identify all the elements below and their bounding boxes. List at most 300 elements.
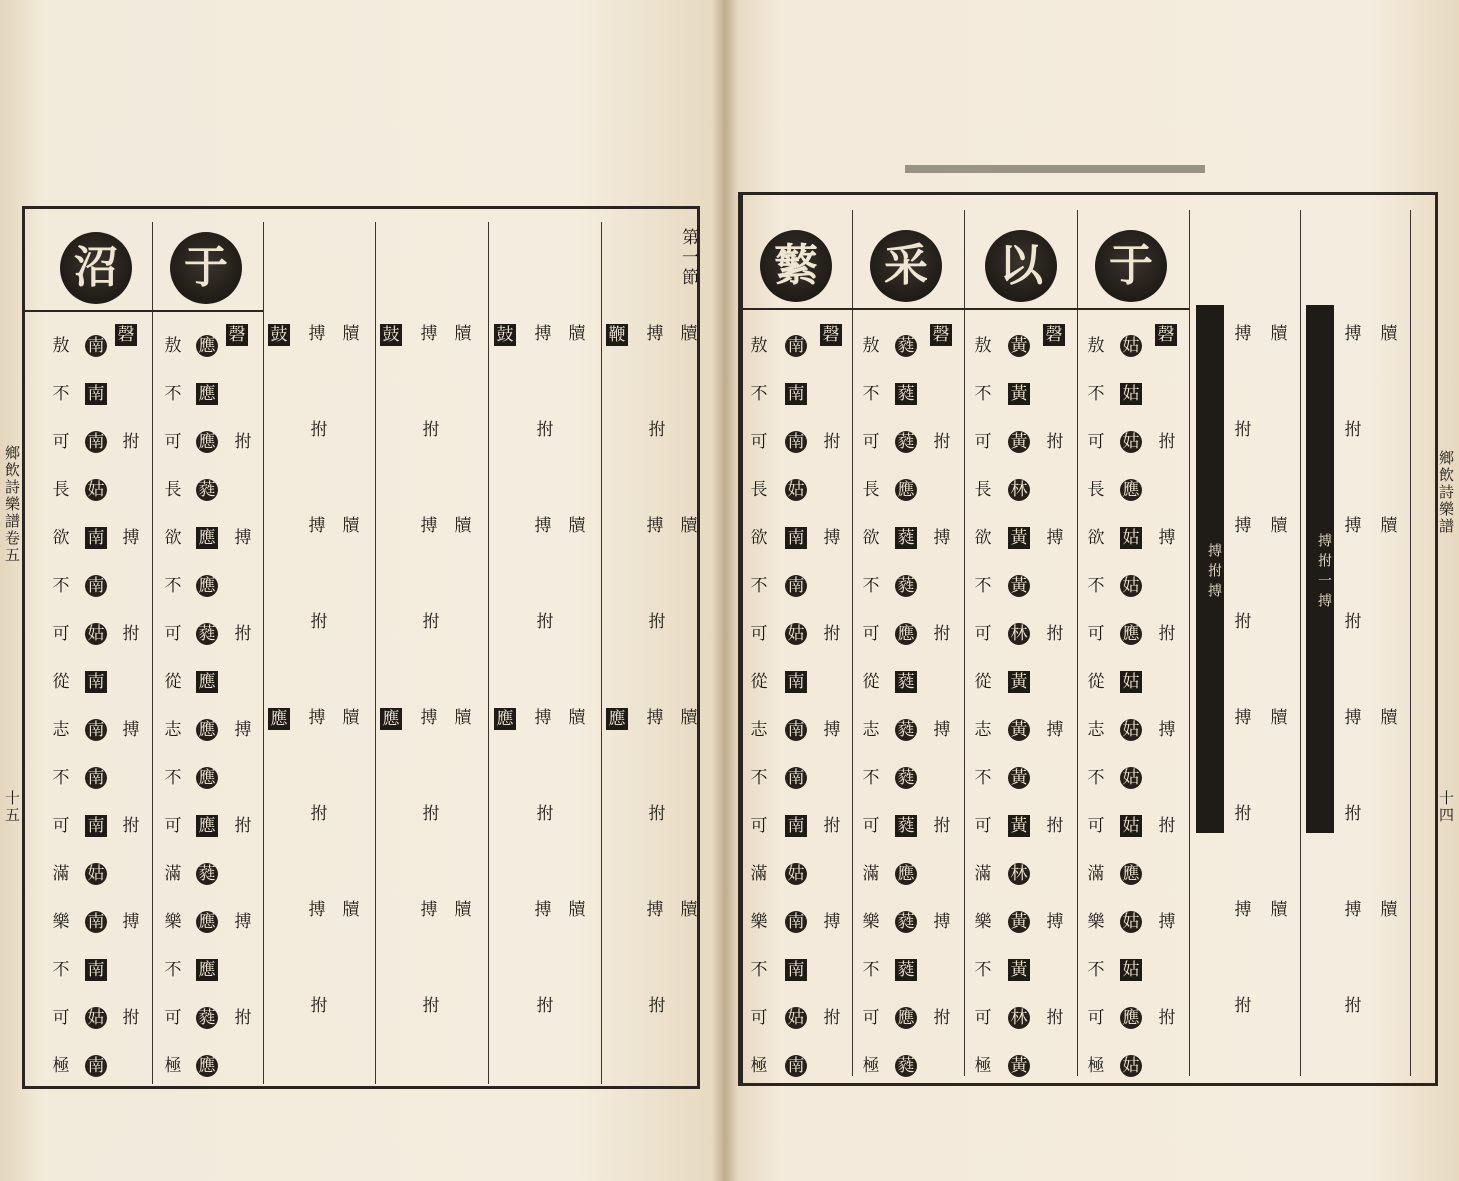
book-gutter xyxy=(712,0,738,1181)
percussion-mark: 拊 xyxy=(1158,816,1176,836)
note-label: 志 xyxy=(1087,720,1105,740)
drum-clapper: 牘 xyxy=(568,900,586,920)
drum-pat: 拊 xyxy=(310,804,328,824)
note-label: 長 xyxy=(164,480,182,500)
note-label: 不 xyxy=(750,576,768,596)
percussion-mark: 搏 xyxy=(823,720,841,740)
note-pitch: 林 xyxy=(1008,479,1030,501)
note-label: 樂 xyxy=(974,912,992,932)
note-label: 不 xyxy=(1087,576,1105,596)
drum-pat: 拊 xyxy=(310,996,328,1016)
percussion-mark: 搏 xyxy=(933,912,951,932)
note-pitch: 南 xyxy=(785,959,807,981)
right-column-divider xyxy=(852,210,853,1076)
note-label: 從 xyxy=(1087,672,1105,692)
note-label: 不 xyxy=(164,576,182,596)
note-label: 極 xyxy=(862,1056,880,1076)
drum-pat: 拊 xyxy=(1344,612,1362,632)
note-pitch: 南 xyxy=(785,575,807,597)
note-pitch: 姑 xyxy=(85,863,107,885)
percussion-mark: 搏 xyxy=(933,720,951,740)
right-column-divider xyxy=(1077,210,1078,1076)
note-label: 不 xyxy=(862,576,880,596)
note-pitch: 應 xyxy=(895,623,917,645)
note-label: 可 xyxy=(974,624,992,644)
note-pitch: 黃 xyxy=(1008,911,1030,933)
percussion-mark: 拊 xyxy=(823,816,841,836)
right-column-divider xyxy=(1189,210,1190,1076)
drum-pat: 拊 xyxy=(422,612,440,632)
note-label: 滿 xyxy=(750,864,768,884)
note-label: 不 xyxy=(750,384,768,404)
note-label: 滿 xyxy=(164,864,182,884)
note-pitch: 南 xyxy=(785,431,807,453)
drum-pat: 拊 xyxy=(422,804,440,824)
note-pitch: 蕤 xyxy=(895,335,917,357)
note-pitch: 黃 xyxy=(1008,1055,1030,1077)
drum-clapper: 牘 xyxy=(1270,324,1288,344)
drum-clapper: 牘 xyxy=(454,516,472,536)
medal-glyph: 沼 xyxy=(60,232,132,304)
note-pitch: 蕤 xyxy=(895,575,917,597)
note-label: 可 xyxy=(164,432,182,452)
drum-top: 鼓 xyxy=(494,324,516,346)
percussion-mark: 拊 xyxy=(823,624,841,644)
drum-pat: 拊 xyxy=(1234,612,1252,632)
drum-pat: 拊 xyxy=(536,612,554,632)
percussion-mark: 拊 xyxy=(1046,624,1064,644)
percussion-mark: 拊 xyxy=(933,816,951,836)
percussion-mark: 拊 xyxy=(933,432,951,452)
note-head: 磬 xyxy=(930,324,952,346)
note-pitch: 黃 xyxy=(1008,383,1030,405)
note-pitch: 應 xyxy=(1120,863,1142,885)
note-pitch: 蕤 xyxy=(895,959,917,981)
note-pitch: 姑 xyxy=(1120,911,1142,933)
percussion-mark: 拊 xyxy=(933,1008,951,1028)
note-pitch: 應 xyxy=(895,863,917,885)
drum-clapper: 牘 xyxy=(568,708,586,728)
note-label: 不 xyxy=(164,768,182,788)
note-head: 磬 xyxy=(226,324,248,346)
note-label: 敖 xyxy=(974,336,992,356)
drum-pat: 拊 xyxy=(1344,420,1362,440)
note-pitch: 姑 xyxy=(785,479,807,501)
note-label: 滿 xyxy=(52,864,70,884)
drum-mid: 應 xyxy=(268,708,290,730)
drum-pat: 拊 xyxy=(422,420,440,440)
percussion-mark: 搏 xyxy=(122,720,140,740)
drum-strike: 搏 xyxy=(1344,324,1362,344)
drum-strike: 搏 xyxy=(646,900,664,920)
note-label: 可 xyxy=(52,432,70,452)
note-pitch: 蕤 xyxy=(895,815,917,837)
medal-glyph: 于 xyxy=(1095,230,1167,302)
note-pitch: 應 xyxy=(1120,623,1142,645)
note-label: 不 xyxy=(164,960,182,980)
note-label: 不 xyxy=(750,768,768,788)
drum-top: 鼓 xyxy=(268,324,290,346)
drum-strike: 搏 xyxy=(1234,324,1252,344)
note-label: 不 xyxy=(52,576,70,596)
percussion-mark: 拊 xyxy=(234,432,252,452)
note-label: 極 xyxy=(52,1056,70,1076)
note-label: 志 xyxy=(164,720,182,740)
drum-clapper: 牘 xyxy=(342,708,360,728)
medal-glyph: 采 xyxy=(870,230,942,302)
note-pitch: 應 xyxy=(895,1007,917,1029)
note-label: 從 xyxy=(974,672,992,692)
right-column-divider xyxy=(1300,210,1301,1076)
note-label: 可 xyxy=(862,816,880,836)
note-label: 樂 xyxy=(164,912,182,932)
note-pitch: 蕤 xyxy=(895,1055,917,1077)
right-spine-title: 鄉飲詩樂譜 xyxy=(1437,450,1455,535)
note-pitch: 黃 xyxy=(1008,575,1030,597)
note-label: 可 xyxy=(750,624,768,644)
note-label: 志 xyxy=(862,720,880,740)
drum-top: 鼓 xyxy=(380,324,402,346)
note-label: 滿 xyxy=(1087,864,1105,884)
drum-clapper: 牘 xyxy=(1380,516,1398,536)
drum-clapper: 牘 xyxy=(342,324,360,344)
percussion-mark: 拊 xyxy=(823,432,841,452)
note-pitch: 應 xyxy=(196,431,218,453)
percussion-mark: 搏 xyxy=(122,528,140,548)
percussion-mark: 搏 xyxy=(823,528,841,548)
note-label: 可 xyxy=(1087,432,1105,452)
note-pitch: 蕤 xyxy=(895,431,917,453)
drum-pat: 拊 xyxy=(648,996,666,1016)
percussion-mark: 拊 xyxy=(1046,1008,1064,1028)
note-pitch: 蕤 xyxy=(196,863,218,885)
percussion-mark: 拊 xyxy=(1158,624,1176,644)
note-label: 欲 xyxy=(1087,528,1105,548)
note-label: 可 xyxy=(750,816,768,836)
drum-clapper: 牘 xyxy=(680,900,698,920)
note-label: 不 xyxy=(974,960,992,980)
note-pitch: 黃 xyxy=(1008,335,1030,357)
note-pitch: 林 xyxy=(1008,863,1030,885)
note-pitch: 姑 xyxy=(1120,959,1142,981)
note-pitch: 姑 xyxy=(1120,527,1142,549)
left-column-divider xyxy=(263,222,264,1084)
note-label: 欲 xyxy=(164,528,182,548)
drum-clapper: 牘 xyxy=(1380,900,1398,920)
section-label: 第一節 xyxy=(678,228,698,288)
note-label: 長 xyxy=(1087,480,1105,500)
drum-pat: 拊 xyxy=(536,420,554,440)
percussion-mark: 搏 xyxy=(1158,720,1176,740)
note-pitch: 蕤 xyxy=(196,623,218,645)
drum-strike: 搏 xyxy=(1234,516,1252,536)
note-pitch: 應 xyxy=(196,815,218,837)
note-pitch: 應 xyxy=(895,479,917,501)
drum-clapper: 牘 xyxy=(680,708,698,728)
note-label: 敖 xyxy=(862,336,880,356)
drum-strike: 搏 xyxy=(308,516,326,536)
drum-strike: 搏 xyxy=(1344,708,1362,728)
percussion-mark: 搏 xyxy=(234,912,252,932)
percussion-mark: 拊 xyxy=(1046,816,1064,836)
drum-strike: 搏 xyxy=(534,708,552,728)
medal-glyph: 以 xyxy=(985,230,1057,302)
note-label: 不 xyxy=(52,384,70,404)
drum-strike: 搏 xyxy=(534,324,552,344)
note-label: 不 xyxy=(1087,960,1105,980)
percussion-mark: 拊 xyxy=(122,816,140,836)
note-pitch: 姑 xyxy=(1120,671,1142,693)
note-label: 不 xyxy=(1087,768,1105,788)
percussion-mark: 拊 xyxy=(1158,1008,1176,1028)
percussion-mark: 搏 xyxy=(1046,528,1064,548)
note-pitch: 黃 xyxy=(1008,719,1030,741)
drum-clapper: 牘 xyxy=(454,708,472,728)
note-label: 志 xyxy=(750,720,768,740)
note-pitch: 南 xyxy=(785,383,807,405)
note-label: 欲 xyxy=(862,528,880,548)
note-pitch: 姑 xyxy=(1120,719,1142,741)
note-pitch: 蕤 xyxy=(895,911,917,933)
percussion-mark: 拊 xyxy=(933,624,951,644)
note-label: 可 xyxy=(1087,816,1105,836)
note-pitch: 姑 xyxy=(1120,383,1142,405)
drum-strike: 搏 xyxy=(420,324,438,344)
drum-mid: 應 xyxy=(380,708,402,730)
note-label: 長 xyxy=(750,480,768,500)
note-label: 可 xyxy=(52,1008,70,1028)
drum-pat: 拊 xyxy=(1344,996,1362,1016)
percussion-mark: 拊 xyxy=(234,816,252,836)
note-pitch: 林 xyxy=(1008,623,1030,645)
note-label: 不 xyxy=(974,384,992,404)
note-pitch: 姑 xyxy=(85,623,107,645)
note-label: 極 xyxy=(1087,1056,1105,1076)
percussion-mark: 拊 xyxy=(234,624,252,644)
percussion-mark: 搏 xyxy=(1158,912,1176,932)
left-column-divider xyxy=(152,222,153,1084)
note-label: 長 xyxy=(862,480,880,500)
note-pitch: 南 xyxy=(85,767,107,789)
note-pitch: 姑 xyxy=(85,479,107,501)
note-pitch: 南 xyxy=(85,815,107,837)
drum-pat: 拊 xyxy=(648,804,666,824)
note-label: 可 xyxy=(750,1008,768,1028)
note-label: 不 xyxy=(1087,384,1105,404)
note-pitch: 應 xyxy=(196,575,218,597)
note-label: 可 xyxy=(164,624,182,644)
note-label: 長 xyxy=(974,480,992,500)
note-label: 志 xyxy=(974,720,992,740)
left-column-divider xyxy=(601,222,602,1084)
note-label: 可 xyxy=(862,432,880,452)
right-folio: 十四 xyxy=(1437,790,1455,824)
note-pitch: 南 xyxy=(85,431,107,453)
ink-smudge xyxy=(905,165,1205,173)
right-header-rule xyxy=(742,308,1189,310)
left-column-divider xyxy=(488,222,489,1084)
note-pitch: 南 xyxy=(785,671,807,693)
percussion-mark: 搏 xyxy=(1046,720,1064,740)
drum-strike: 搏 xyxy=(308,708,326,728)
note-pitch: 應 xyxy=(196,335,218,357)
note-label: 可 xyxy=(52,816,70,836)
note-pitch: 林 xyxy=(1008,1007,1030,1029)
note-label: 不 xyxy=(862,384,880,404)
note-label: 敖 xyxy=(750,336,768,356)
medal-glyph: 蘩 xyxy=(760,230,832,302)
drum-pat: 拊 xyxy=(1234,420,1252,440)
left-spine-title: 鄉飲詩樂譜卷五 xyxy=(3,445,21,564)
note-label: 滿 xyxy=(974,864,992,884)
drum-pat: 拊 xyxy=(536,996,554,1016)
note-label: 樂 xyxy=(862,912,880,932)
note-label: 不 xyxy=(974,768,992,788)
note-pitch: 姑 xyxy=(785,623,807,645)
note-pitch: 姑 xyxy=(1120,575,1142,597)
note-pitch: 黃 xyxy=(1008,767,1030,789)
drum-pat: 拊 xyxy=(310,420,328,440)
note-label: 可 xyxy=(974,432,992,452)
note-pitch: 應 xyxy=(196,911,218,933)
note-pitch: 姑 xyxy=(1120,815,1142,837)
percussion-mark: 搏 xyxy=(1046,912,1064,932)
note-pitch: 應 xyxy=(196,959,218,981)
note-label: 不 xyxy=(52,960,70,980)
drum-strike: 搏 xyxy=(420,516,438,536)
note-pitch: 應 xyxy=(196,767,218,789)
drum-clapper: 牘 xyxy=(680,324,698,344)
note-label: 可 xyxy=(862,1008,880,1028)
percussion-mark: 拊 xyxy=(122,624,140,644)
note-pitch: 姑 xyxy=(1120,431,1142,453)
note-pitch: 姑 xyxy=(85,1007,107,1029)
drum-strike: 搏 xyxy=(420,708,438,728)
right-column-divider xyxy=(1410,210,1411,1076)
drum-clapper: 牘 xyxy=(454,900,472,920)
note-pitch: 黃 xyxy=(1008,959,1030,981)
drum-mid: 應 xyxy=(494,708,516,730)
note-label: 不 xyxy=(862,768,880,788)
percussion-mark: 搏 xyxy=(122,912,140,932)
left-column-divider xyxy=(375,222,376,1084)
note-label: 敖 xyxy=(1087,336,1105,356)
note-pitch: 蕤 xyxy=(895,767,917,789)
note-label: 敖 xyxy=(52,336,70,356)
note-pitch: 南 xyxy=(785,335,807,357)
percussion-mark: 拊 xyxy=(122,432,140,452)
note-label: 欲 xyxy=(750,528,768,548)
drum-strike: 搏 xyxy=(420,900,438,920)
percussion-mark: 拊 xyxy=(234,1008,252,1028)
note-label: 不 xyxy=(862,960,880,980)
drum-pat: 拊 xyxy=(648,612,666,632)
drum-pat: 拊 xyxy=(536,804,554,824)
note-pitch: 應 xyxy=(196,719,218,741)
note-pitch: 黃 xyxy=(1008,431,1030,453)
note-label: 不 xyxy=(974,576,992,596)
note-pitch: 蕤 xyxy=(196,479,218,501)
drum-clapper: 牘 xyxy=(1380,708,1398,728)
note-pitch: 應 xyxy=(196,383,218,405)
note-pitch: 黃 xyxy=(1008,671,1030,693)
note-pitch: 南 xyxy=(785,719,807,741)
drum-pat: 拊 xyxy=(1234,804,1252,824)
note-label: 不 xyxy=(164,384,182,404)
note-label: 可 xyxy=(862,624,880,644)
percussion-mark: 拊 xyxy=(122,1008,140,1028)
note-label: 欲 xyxy=(974,528,992,548)
drum-strike: 搏 xyxy=(646,708,664,728)
note-label: 極 xyxy=(750,1056,768,1076)
note-label: 不 xyxy=(52,768,70,788)
note-pitch: 姑 xyxy=(785,1007,807,1029)
percussion-mark: 搏 xyxy=(933,528,951,548)
right-column-divider xyxy=(964,210,965,1076)
note-pitch: 蕤 xyxy=(895,527,917,549)
note-pitch: 應 xyxy=(1120,1007,1142,1029)
note-pitch: 南 xyxy=(785,527,807,549)
note-label: 可 xyxy=(750,432,768,452)
percussion-mark: 搏 xyxy=(234,720,252,740)
drum-pat: 拊 xyxy=(1234,996,1252,1016)
note-pitch: 蕤 xyxy=(196,1007,218,1029)
note-label: 敖 xyxy=(164,336,182,356)
drum-strike: 搏 xyxy=(534,900,552,920)
percussion-mark: 搏 xyxy=(234,528,252,548)
drum-clapper: 牘 xyxy=(1380,324,1398,344)
drum-clapper: 牘 xyxy=(1270,516,1288,536)
note-pitch: 蕤 xyxy=(895,671,917,693)
note-label: 志 xyxy=(52,720,70,740)
percussion-mark: 拊 xyxy=(823,1008,841,1028)
note-pitch: 姑 xyxy=(785,863,807,885)
drum-strike: 搏 xyxy=(534,516,552,536)
note-pitch: 蕤 xyxy=(895,719,917,741)
medal-glyph: 于 xyxy=(170,232,242,304)
note-pitch: 南 xyxy=(85,671,107,693)
note-label: 可 xyxy=(52,624,70,644)
percussion-mark: 拊 xyxy=(1158,432,1176,452)
drum-top: 鞭 xyxy=(606,324,628,346)
note-pitch: 黃 xyxy=(1008,527,1030,549)
note-pitch: 應 xyxy=(196,527,218,549)
note-pitch: 南 xyxy=(85,575,107,597)
note-pitch: 姑 xyxy=(1120,1055,1142,1077)
note-pitch: 南 xyxy=(85,719,107,741)
drum-strike: 搏 xyxy=(1344,516,1362,536)
drum-strike: 搏 xyxy=(646,516,664,536)
percussion-mark: 搏 xyxy=(1158,528,1176,548)
drum-strike: 搏 xyxy=(308,324,326,344)
note-head: 磬 xyxy=(820,324,842,346)
drum-strike: 搏 xyxy=(308,900,326,920)
note-label: 欲 xyxy=(52,528,70,548)
note-head: 磬 xyxy=(1155,324,1177,346)
note-label: 不 xyxy=(750,960,768,980)
note-pitch: 南 xyxy=(785,767,807,789)
drum-clapper: 牘 xyxy=(454,324,472,344)
note-pitch: 姑 xyxy=(1120,335,1142,357)
note-pitch: 應 xyxy=(196,1055,218,1077)
note-label: 從 xyxy=(52,672,70,692)
note-label: 從 xyxy=(164,672,182,692)
left-folio: 十五 xyxy=(3,790,21,824)
note-pitch: 南 xyxy=(85,383,107,405)
drum-strike: 搏 xyxy=(1234,900,1252,920)
note-label: 可 xyxy=(164,1008,182,1028)
note-pitch: 南 xyxy=(85,911,107,933)
